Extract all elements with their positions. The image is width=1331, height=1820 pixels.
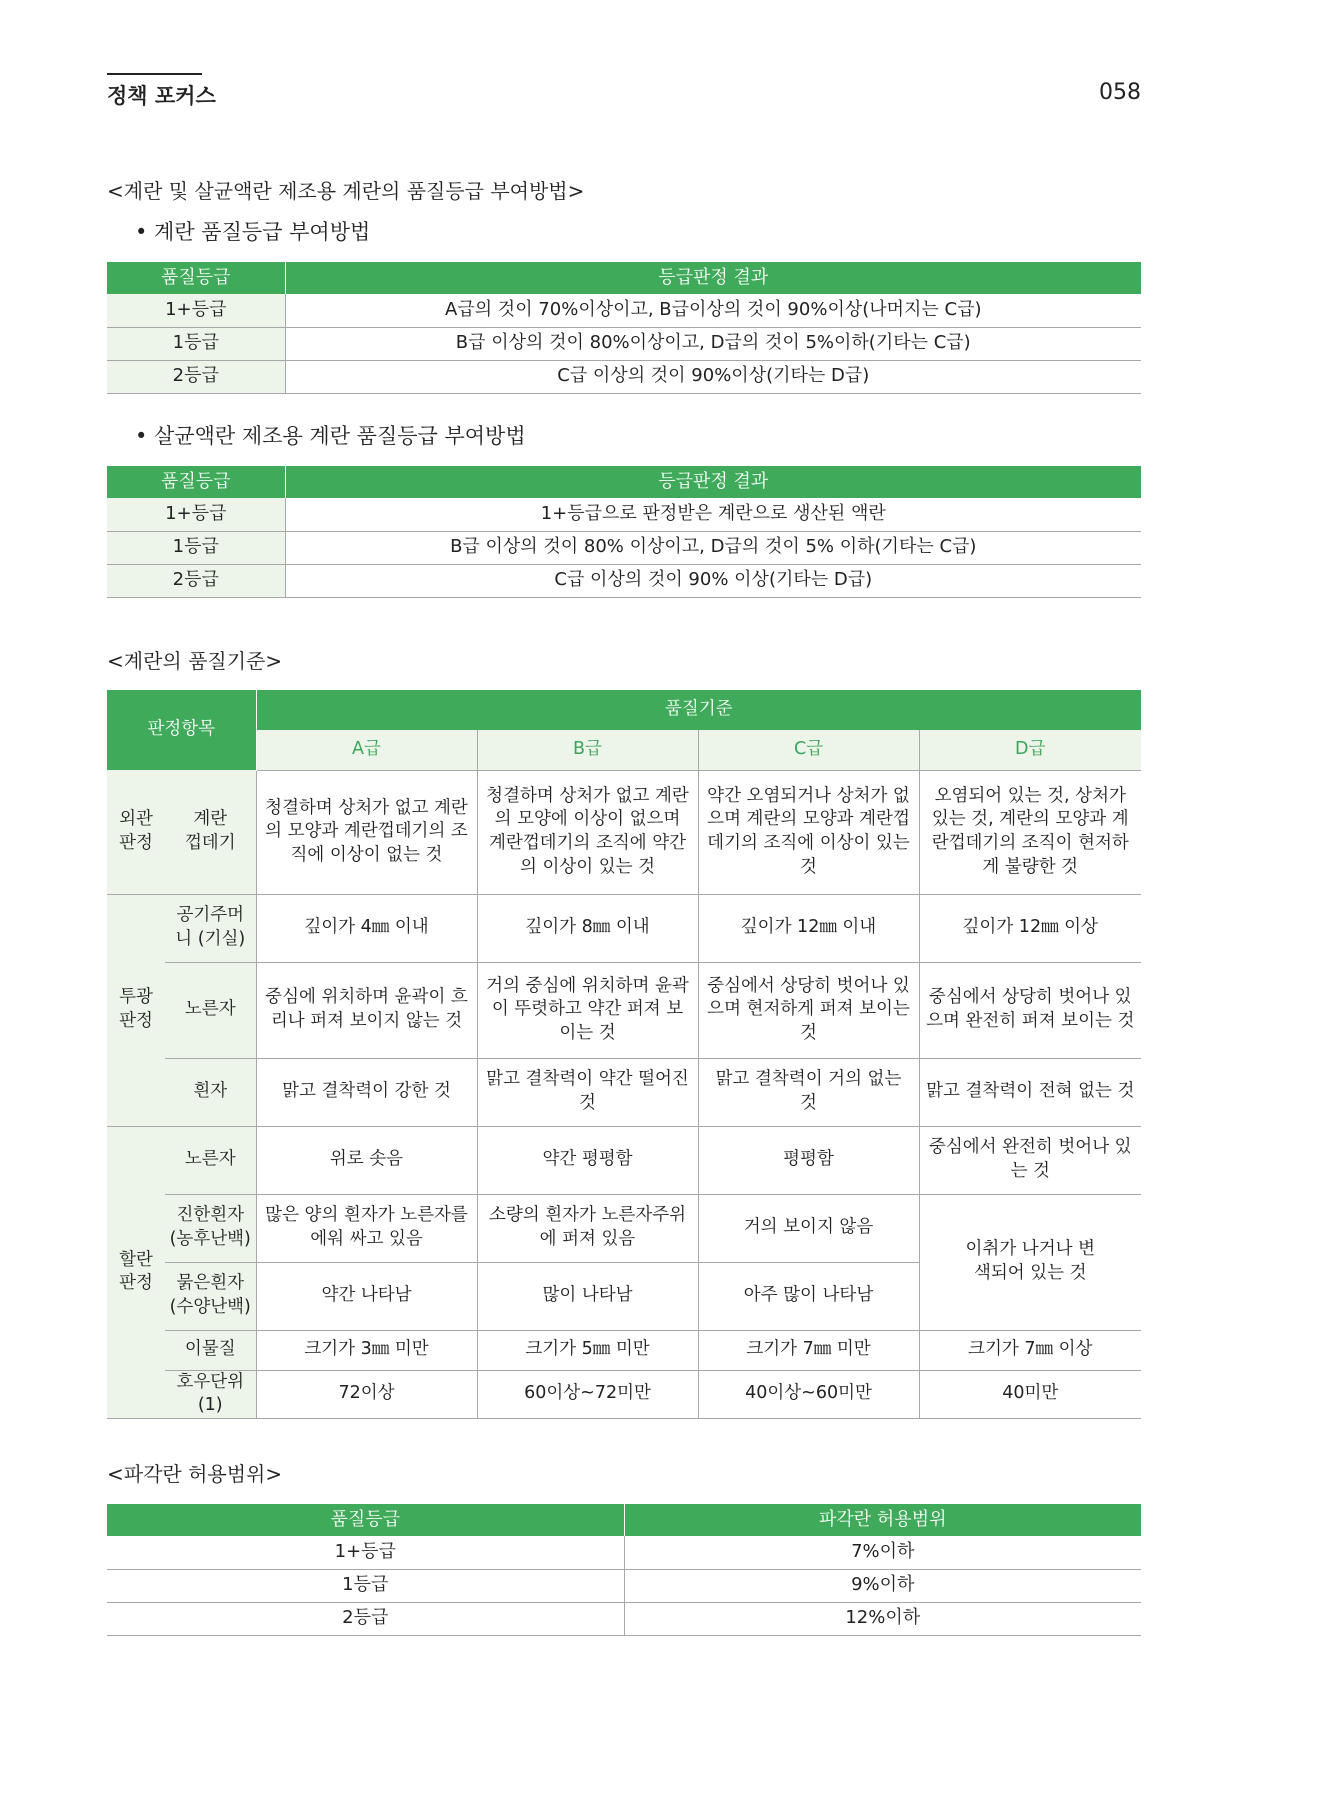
criteria-cell: 깊이가 12㎜ 이상: [919, 894, 1141, 962]
grade-header: A급: [256, 730, 477, 770]
criteria-cell: 72이상: [256, 1370, 477, 1418]
item-label: 공기주머니 (기실): [165, 894, 256, 962]
broken-egg-table: [107, 1504, 1141, 1636]
table-header: 품질등급: [107, 262, 285, 294]
section-title-broken-egg: <파각란 허용범위>: [107, 1462, 283, 1486]
criteria-cell: 중심에 위치하며 윤곽이 흐리나 퍼져 보이지 않는 것: [256, 962, 477, 1058]
criteria-cell: 60이상~72미만: [477, 1370, 698, 1418]
grade-header: C급: [698, 730, 919, 770]
criteria-cell: 깊이가 12㎜ 이내: [698, 894, 919, 962]
range-cell: 9%이하: [624, 1569, 1141, 1602]
table-row: [107, 531, 1141, 564]
criteria-cell: 깊이가 8㎜ 이내: [477, 894, 698, 962]
item-label: 노른자: [165, 962, 256, 1058]
criteria-cell: 거의 중심에 위치하며 윤곽이 뚜렷하고 약간 퍼져 보이는 것: [477, 962, 698, 1058]
table-row: [107, 1126, 1141, 1194]
grade-cell: 1등급: [107, 1569, 624, 1602]
result-cell: B급 이상의 것이 80%이상이고, D급의 것이 5%이하(기타는 C급): [285, 327, 1141, 360]
criteria-cell: 크기가 3㎜ 미만: [256, 1330, 477, 1370]
grade-cell: 1등급: [107, 327, 285, 360]
range-cell: 12%이하: [624, 1602, 1141, 1635]
section-title-quality: <계란의 품질기준>: [107, 649, 283, 673]
table-row: [107, 498, 1141, 531]
criteria-cell: 40미만: [919, 1370, 1141, 1418]
criteria-cell: 중심에서 완전히 벗어나 있는 것: [919, 1126, 1141, 1194]
liquid-egg-grade-table: [107, 466, 1141, 598]
criteria-cell: 40이상~60미만: [698, 1370, 919, 1418]
table-row: [107, 564, 1141, 597]
item-label: 진한흰자 (농후난백): [165, 1194, 256, 1262]
criteria-cell: 중심에서 상당히 벗어나 있으며 완전히 퍼져 보이는 것: [919, 962, 1141, 1058]
criteria-cell: 거의 보이지 않음: [698, 1194, 919, 1262]
section-title-grading: <계란 및 살균액란 제조용 계란의 품질등급 부여방법>: [107, 179, 585, 203]
subsection-title-liquid-egg: • 살균액란 제조용 계란 품질등급 부여방법: [135, 424, 526, 448]
header-rule: [107, 73, 202, 75]
item-label: 호우단위(1): [165, 1370, 256, 1418]
grade-header: B급: [477, 730, 698, 770]
group-label: 투광 판정: [107, 894, 165, 1126]
header-title: 정책 포커스: [107, 84, 216, 108]
item-label: 흰자: [165, 1058, 256, 1126]
criteria-cell: 맑고 결착력이 전혀 없는 것: [919, 1058, 1141, 1126]
table-row: [107, 962, 1141, 1058]
range-cell: 7%이하: [624, 1536, 1141, 1569]
criteria-cell: 크기가 7㎜ 미만: [698, 1330, 919, 1370]
criteria-cell: 이취가 나거나 변색되어 있는 것: [919, 1194, 1141, 1330]
criteria-cell: 맑고 결착력이 거의 없는 것: [698, 1058, 919, 1126]
table-header: 품질등급: [107, 1504, 624, 1536]
criteria-cell: 약간 오염되거나 상처가 없으며 계란의 모양과 계란껍데기의 조직에 이상이 있는 것: [698, 770, 919, 894]
header-item: 판정항목: [107, 690, 256, 770]
group-label: 외관 판정: [107, 770, 165, 894]
criteria-cell: 크기가 7㎜ 이상: [919, 1330, 1141, 1370]
criteria-cell: 평평함: [698, 1126, 919, 1194]
criteria-cell: 많이 나타남: [477, 1262, 698, 1330]
subsection-title-egg: • 계란 품질등급 부여방법: [135, 220, 371, 244]
item-label: 노른자: [165, 1126, 256, 1194]
result-cell: B급 이상의 것이 80% 이상이고, D급의 것이 5% 이하(기타는 C급): [285, 531, 1141, 564]
group-label: 할란 판정: [107, 1126, 165, 1418]
criteria-cell: 오염되어 있는 것, 상처가 있는 것, 계란의 모양과 계란껍데기의 조직이 현저하게 불량한 것: [919, 770, 1141, 894]
grade-cell: 2등급: [107, 1602, 624, 1635]
criteria-cell: 중심에서 상당히 벗어나 있으며 현저하게 퍼져 보이는 것: [698, 962, 919, 1058]
criteria-cell: 많은 양의 흰자가 노른자를 에워 싸고 있음: [256, 1194, 477, 1262]
result-cell: A급의 것이 70%이상이고, B급이상의 것이 90%이상(나머지는 C급): [285, 294, 1141, 327]
criteria-cell: 위로 솟음: [256, 1126, 477, 1194]
grade-header: D급: [919, 730, 1141, 770]
result-cell: 1+등급으로 판정받은 계란으로 생산된 액란: [285, 498, 1141, 531]
grade-cell: 1+등급: [107, 498, 285, 531]
table-row: [107, 1536, 1141, 1569]
criteria-cell: 약간 나타남: [256, 1262, 477, 1330]
table-row: [107, 360, 1141, 393]
item-label: 이물질: [165, 1330, 256, 1370]
criteria-cell: 청결하며 상처가 없고 계란의 모양에 이상이 없으며 계란껍데기의 조직에 약간의 이상이 있는 것: [477, 770, 698, 894]
criteria-cell: 크기가 5㎜ 미만: [477, 1330, 698, 1370]
criteria-cell: 깊이가 4㎜ 이내: [256, 894, 477, 962]
grade-cell: 2등급: [107, 564, 285, 597]
page-number: 058: [1099, 80, 1141, 105]
table-header: 파각란 허용범위: [624, 1504, 1141, 1536]
criteria-cell: 청결하며 상처가 없고 계란의 모양과 계란껍데기의 조직에 이상이 없는 것: [256, 770, 477, 894]
table-row: [107, 894, 1141, 962]
criteria-cell: 약간 평평함: [477, 1126, 698, 1194]
item-label: 계란 껍데기: [165, 770, 256, 894]
quality-standard-table: [107, 690, 1141, 1419]
criteria-cell: 소량의 흰자가 노른자주위에 퍼져 있음: [477, 1194, 698, 1262]
criteria-cell: 맑고 결착력이 약간 떨어진 것: [477, 1058, 698, 1126]
header-standard: 품질기준: [256, 690, 1141, 730]
table-row: [107, 1194, 1141, 1262]
table-row: [107, 1330, 1141, 1370]
grade-cell: 1+등급: [107, 294, 285, 327]
grade-cell: 2등급: [107, 360, 285, 393]
table-row: [107, 327, 1141, 360]
criteria-cell: 아주 많이 나타남: [698, 1262, 919, 1330]
grade-cell: 1등급: [107, 531, 285, 564]
egg-grade-table: [107, 262, 1141, 394]
table-row: [107, 1058, 1141, 1126]
table-row: [107, 1370, 1141, 1418]
result-cell: C급 이상의 것이 90% 이상(기타는 D급): [285, 564, 1141, 597]
table-header: 등급판정 결과: [285, 262, 1141, 294]
table-row: [107, 1569, 1141, 1602]
table-header: 품질등급: [107, 466, 285, 498]
table-row: [107, 770, 1141, 894]
grade-cell: 1+등급: [107, 1536, 624, 1569]
item-label: 묽은흰자 (수양난백): [165, 1262, 256, 1330]
table-header: 등급판정 결과: [285, 466, 1141, 498]
result-cell: C급 이상의 것이 90%이상(기타는 D급): [285, 360, 1141, 393]
table-row: [107, 294, 1141, 327]
table-row: [107, 1602, 1141, 1635]
criteria-cell: 맑고 결착력이 강한 것: [256, 1058, 477, 1126]
